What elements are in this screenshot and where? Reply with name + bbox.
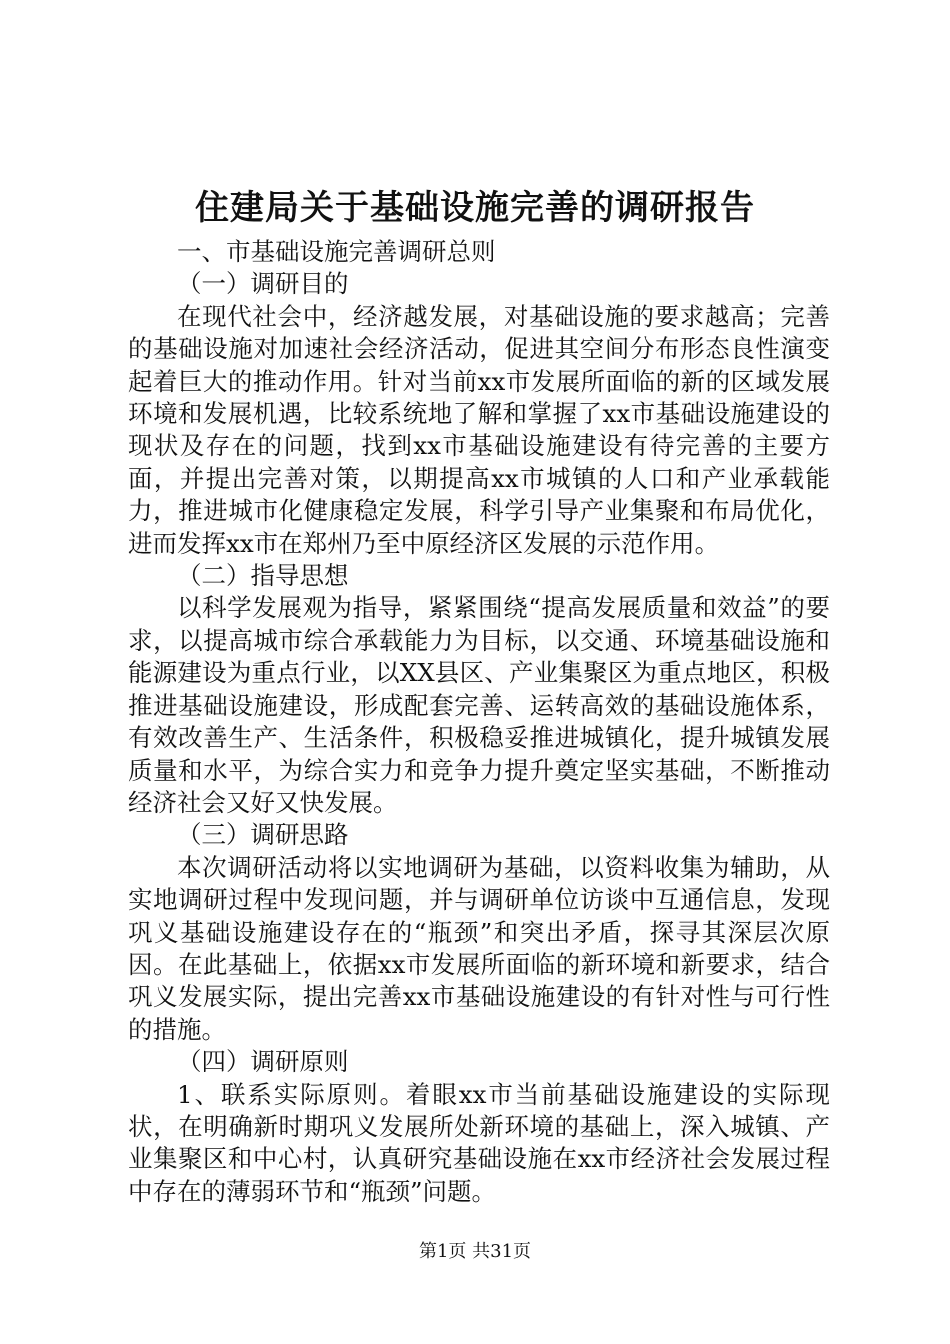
subsection-heading-purpose: （一）调研目的 xyxy=(177,269,349,299)
paragraph-approach: 本次调研活动将以实地调研为基础，以资料收集为辅助，从实地调研过程中发现问题，并与调研单位访谈中互通信息，发现巩义基础设施建设存在的“瓶颈”和突出矛盾，探寻其深层次原因。在此基础上，依据xx市发展所面临的新环境和新要求，结合巩义发展实际，提出完善xx市基础设施建设的有针对性与可行性的措施。 xyxy=(128,852,830,1044)
subsection-heading-approach: （三）调研思路 xyxy=(177,820,349,850)
section-heading: 一、市基础设施完善调研总则 xyxy=(177,237,496,266)
subsection-heading-principles: （四）调研原则 xyxy=(177,1047,349,1077)
paragraph-purpose: 在现代社会中，经济越发展，对基础设施的要求越高；完善的基础设施对加速社会经济活动，促进其空间分布形态良性演变起着巨大的推动作用。针对当前xx市发展所面临的新的区域发展环境和发展机遇，比较系统地了解和掌握了xx市基础设施建设的现状及存在的问题，找到xx市基础设施建设有待完善的主要方面，并提出完善对策，以期提高xx市城镇的人口和产业承载能力，推进城市化健康稳定发展，科学引导产业集聚和布局优化，进而发挥xx市在郑州乃至中原经济区发展的示范作用。 xyxy=(128,301,830,558)
page-footer: 第1页 共31页 xyxy=(418,1241,532,1262)
paragraph-guiding-idea: 以科学发展观为指导，紧紧围绕“提高发展质量和效益”的要求，以提高城市综合承载能力为目标，以交通、环境基础设施和能源建设为重点行业，以XX县区、产业集聚区为重点地区，积极推进基础设施建设，形成配套完善、运转高效的基础设施体系，有效改善生产、生活条件，积极稳妥推进城镇化，提升城镇发展质量和水平，为综合实力和竞争力提升奠定坚实基础，不断推动经济社会又好又快发展。 xyxy=(128,593,830,817)
paragraph-principles: 1、联系实际原则。着眼xx市当前基础设施建设的实际现状，在明确新时期巩义发展所处新环境的基础上，深入城镇、产业集聚区和中心村，认真研究基础设施在xx市经济社会发展过程中存在的薄弱环节和“瓶颈”问题。 xyxy=(128,1079,830,1206)
document-title: 住建局关于基础设施完善的调研报告 xyxy=(195,188,755,228)
document-body xyxy=(128,236,830,1208)
subsection-heading-guiding-idea: （二）指导思想 xyxy=(177,561,349,591)
